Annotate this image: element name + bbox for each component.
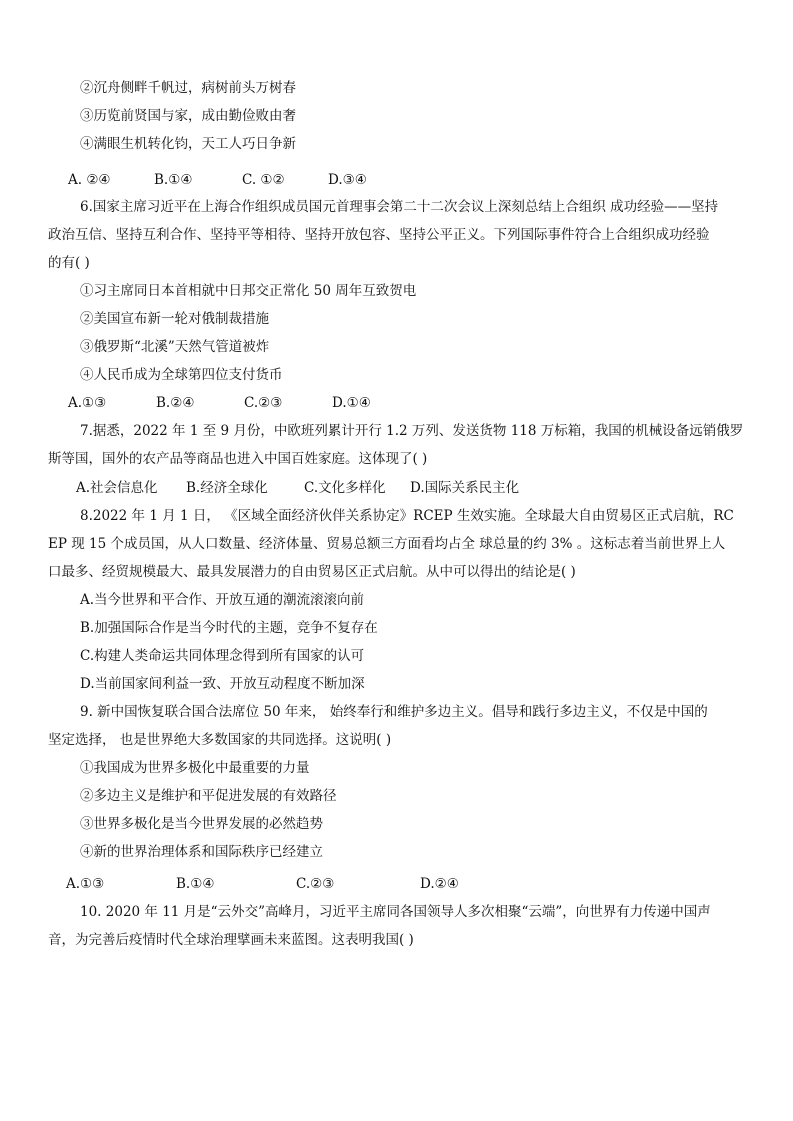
q7-stem-line-1: 7.据悉，2022 年 1 至 9 月份，中欧班列累计开行 1.2 万列、发送货物 118 万标箱，我国的机械设备远销俄罗: [80, 423, 744, 439]
q6-option-d: D.①④: [332, 395, 371, 411]
q8-choice-d: D.当前国家间利益一致、开放互动程度不断加深: [80, 676, 365, 692]
q5-option-b: B.①④: [154, 172, 193, 188]
q6-item-3: ③俄罗斯“北溪”天然气管道被炸: [80, 339, 270, 355]
q9-item-3: ③世界多极化是当今世界发展的必然趋势: [80, 816, 323, 832]
q6-item-2: ②美国宣布新一轮对俄制裁措施: [80, 311, 269, 327]
q7-option-c: C.文化多样化: [304, 480, 386, 496]
q9-option-a: A.①③: [66, 876, 105, 892]
q8-choice-a: A.当今世界和平合作、开放互通的潮流滚滚向前: [80, 592, 365, 608]
q9-item-2: ②多边主义是维护和平促进发展的有效路径: [80, 788, 337, 804]
q9-item-4: ④新的世界治理体系和国际秩序已经建立: [80, 844, 323, 860]
q7-stem-line-2: 斯等国，国外的农产品等商品也进入中国百姓家庭。这体现了( ): [48, 451, 428, 467]
q5-item-3: ③历览前贤国与家，成由勤俭败由奢: [80, 108, 296, 124]
q8-choice-b: B.加强国际合作是当今时代的主题，竞争不复存在: [80, 620, 378, 636]
q5-item-4: ④满眼生机转化钧，天工人巧日争新: [80, 136, 296, 152]
q5-item-2: ②沉舟侧畔千帆过，病树前头万树春: [80, 80, 296, 96]
q6-option-b: B.②④: [156, 395, 195, 411]
q5-option-d: D.③④: [328, 172, 367, 188]
q10-stem-line-2: 音，为完善后疫情时代全球治理擘画未来蓝图。这表明我国( ): [48, 932, 414, 948]
q6-item-1: ①习主席同日本首相就中日邦交正常化 50 周年互致贺电: [80, 283, 417, 299]
q6-item-4: ④人民币成为全球第四位支付货币: [80, 367, 283, 383]
q7-option-d: D.国际关系民主化: [410, 480, 520, 496]
q6-stem-line-1: 6.国家主席习近平在上海合作组织成员国元首理事会第二十二次会议上深刻总结上合组织 成功经验——坚持: [80, 199, 719, 215]
q8-choice-c: C.构建人类命运共同体理念得到所有国家的认可: [80, 648, 365, 664]
q9-option-d: D.②④: [420, 876, 459, 892]
q9-option-b: B.①④: [176, 876, 215, 892]
q5-option-c: C. ①②: [242, 172, 285, 188]
q6-options: [68, 394, 371, 412]
q7-option-b: B.经济全球化: [186, 480, 268, 496]
q9-options: [66, 875, 459, 893]
q8-stem-line-3: 口最多、经贸规模最大、最具发展潜力的自由贸易区正式启航。从中可以得出的结论是( ): [48, 564, 576, 580]
q6-stem-line-3: 的有( ): [48, 255, 90, 271]
q7-options: [76, 479, 519, 497]
q9-stem-line-1: 9. 新中国恢复联合国合法席位 50 年来， 始终奉行和维护多边主义。倡导和践行多边主义，不仅是中国的: [80, 704, 708, 720]
q7-option-a: A.社会信息化: [76, 480, 158, 496]
q5-options: [68, 171, 367, 189]
q8-stem-line-1: 8.2022 年 1 月 1 日， 《区域全面经济伙伴关系协定》RCEP 生效实施。全球最大自由贸易区正式启航，RC: [80, 508, 734, 524]
q6-option-c: C.②③: [244, 395, 283, 411]
q6-option-a: A.①③: [68, 395, 107, 411]
q8-stem-line-2: EP 现 15 个成员国，从人口数量、经济体量、贸易总额三方面看均占全 球总量的约 3% 。这标志着当前世界上人: [48, 536, 726, 552]
q9-stem-line-2: 坚定选择， 也是世界绝大多数国家的共同选择。这说明( ): [48, 732, 392, 748]
q10-stem-line-1: 10. 2020 年 11 月是“云外交”高峰月，习近平主席同各国领导人多次相聚“云端”，向世界有力传递中国声: [80, 904, 711, 920]
q9-item-1: ①我国成为世界多极化中最重要的力量: [80, 760, 310, 776]
q5-option-a: A. ②④: [68, 172, 111, 188]
q9-option-c: C.②③: [296, 876, 335, 892]
q6-stem-line-2: 政治互信、坚持互利合作、坚持平等相待、坚持开放包容、坚持公平正义。下列国际事件符合上合组织成功经验: [48, 227, 710, 243]
